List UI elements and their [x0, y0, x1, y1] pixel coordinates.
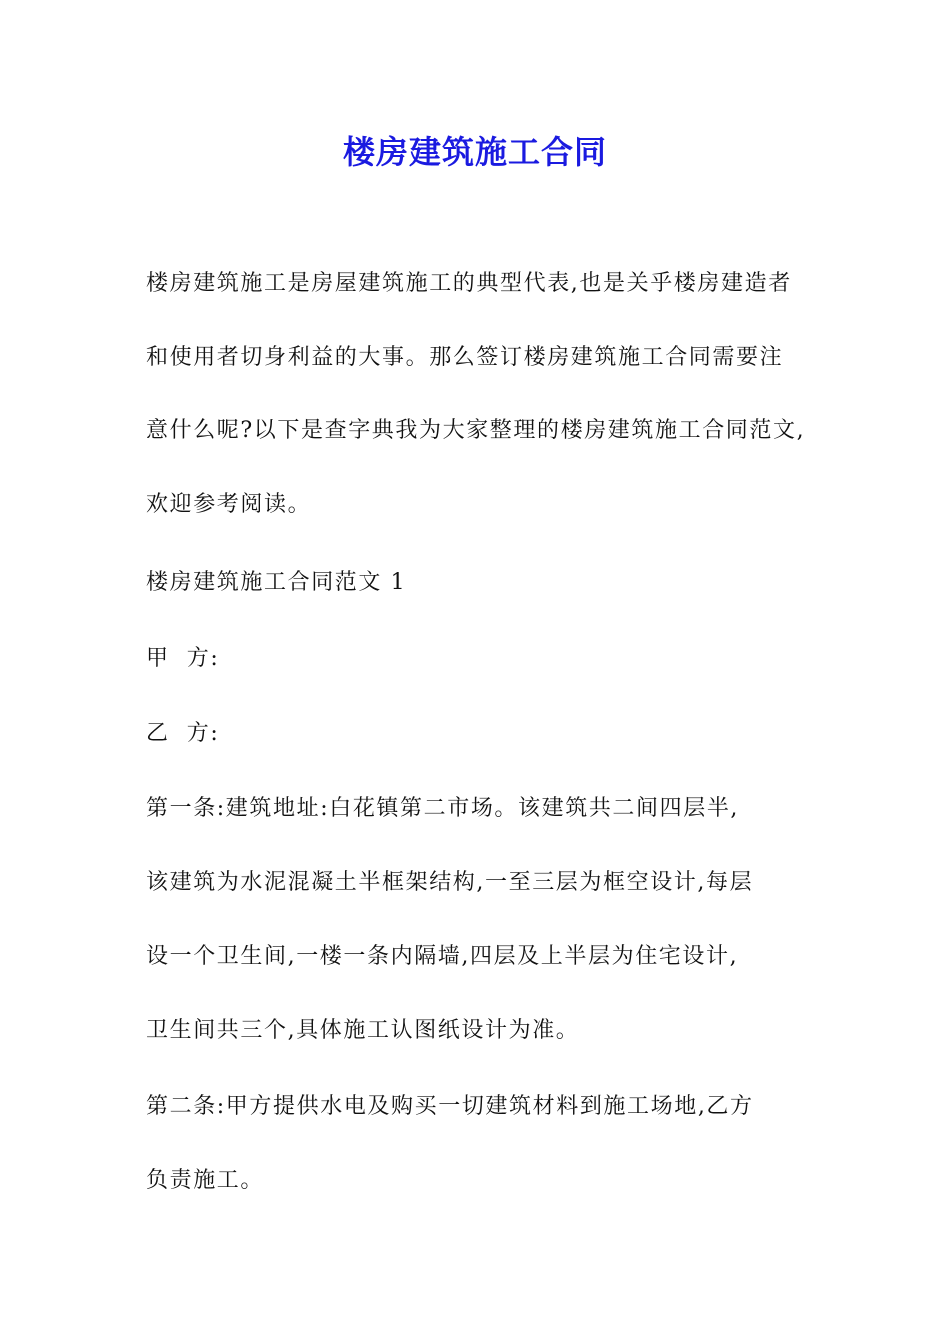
- article-2-line-1: 第二条:甲方提供水电及购买一切建筑材料到施工场地,乙方: [146, 1094, 754, 1119]
- document-title: 楼房建筑施工合同: [342, 133, 607, 171]
- intro-line-3: 意什么呢?以下是查字典我为大家整理的楼房建筑施工合同范文,: [146, 418, 806, 443]
- article-1-line-2: 该建筑为水泥混凝土半框架结构,一至三层为框空设计,每层: [146, 870, 754, 895]
- article-1-line-4: 卫生间共三个,具体施工认图纸设计为准。: [146, 1018, 580, 1043]
- article-1-line-1: 第一条:建筑地址:白花镇第二市场。该建筑共二间四层半,: [146, 796, 740, 821]
- intro-line-1: 楼房建筑施工是房屋建筑施工的典型代表,也是关乎楼房建造者: [146, 271, 792, 296]
- intro-line-2: 和使用者切身利益的大事。那么签订楼房建筑施工合同需要注: [146, 345, 784, 370]
- article-1-line-3: 设一个卫生间,一楼一条内隔墙,四层及上半层为住宅设计,: [146, 944, 739, 969]
- section-heading: 楼房建筑施工合同范文 1: [146, 570, 407, 595]
- party-b-line: 乙 方:: [146, 721, 220, 746]
- party-a-line: 甲 方:: [146, 646, 220, 671]
- intro-line-4: 欢迎参考阅读。: [146, 492, 312, 517]
- article-2-line-2: 负责施工。: [146, 1168, 265, 1193]
